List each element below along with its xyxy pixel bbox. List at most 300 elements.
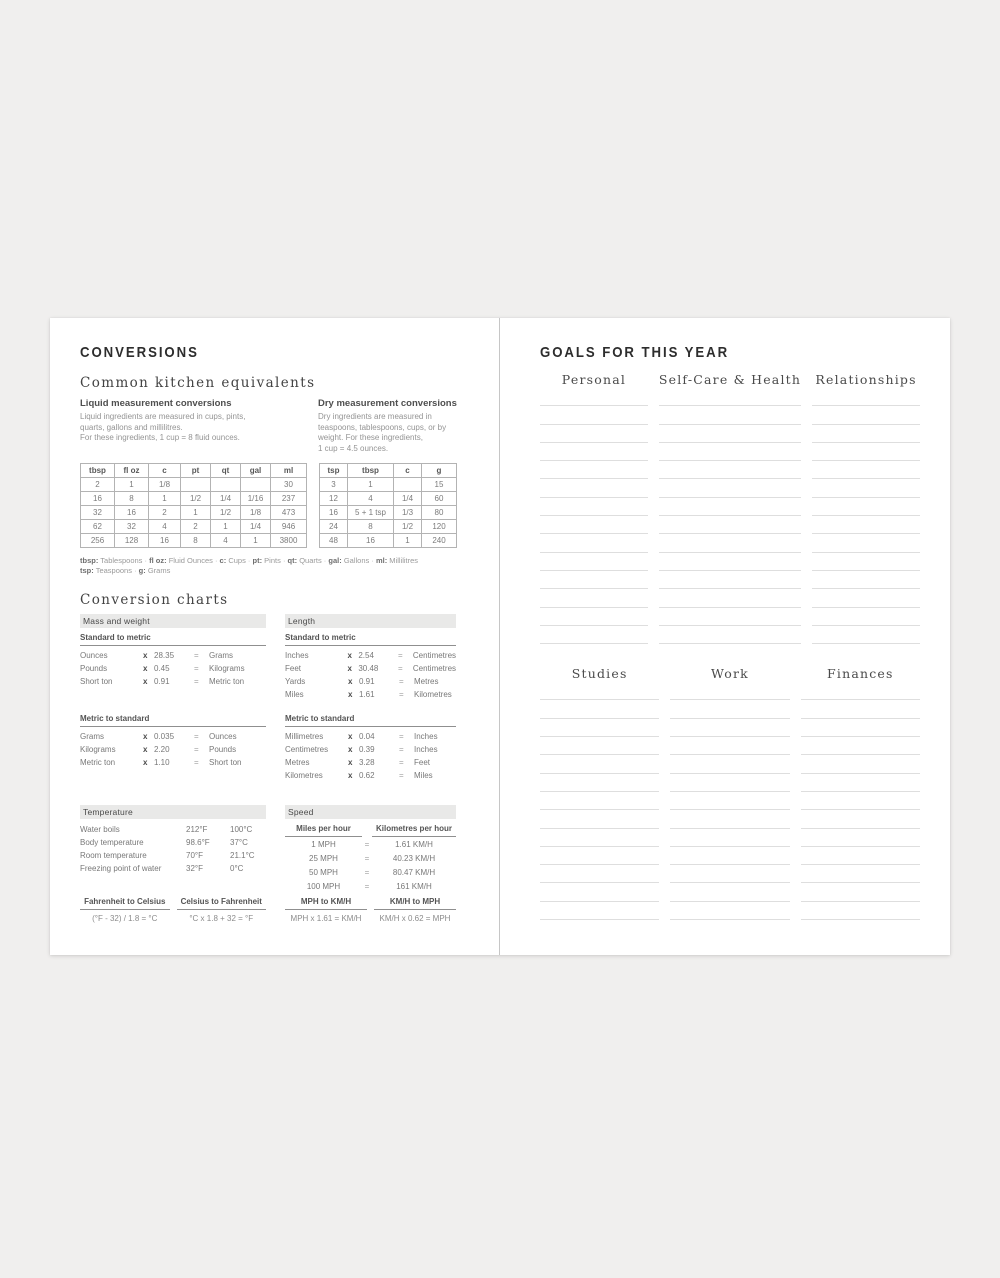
- table-header-row: [320, 464, 457, 478]
- conversion-result: Ounces: [209, 732, 237, 741]
- table-cell: 3: [320, 478, 348, 492]
- equals-sign: =: [194, 651, 199, 660]
- mass-weight-std-section: [80, 614, 266, 709]
- conversion-label: Centimetres: [285, 745, 329, 754]
- column-header: tbsp: [81, 464, 115, 478]
- ruled-line: [812, 479, 920, 497]
- table-cell: 1: [241, 534, 271, 548]
- table-row: [81, 492, 307, 506]
- conversions-page: [50, 318, 500, 955]
- ruled-line: [540, 774, 659, 792]
- ruled-line: [540, 534, 648, 552]
- ruled-line: [540, 902, 659, 920]
- description-line: 1 cup = 4.5 ounces.: [318, 443, 389, 453]
- table-cell: 3800: [271, 534, 307, 548]
- ruled-line: [812, 443, 920, 461]
- goal-section: [540, 666, 920, 920]
- ruled-line: [540, 608, 648, 626]
- conversion-factor: 2.54: [358, 651, 374, 660]
- equals-sign: =: [364, 868, 370, 877]
- length-std-section: [285, 614, 456, 709]
- goal-column-work: [670, 666, 789, 920]
- conversion-result: Pounds: [209, 745, 237, 754]
- equals-sign: =: [194, 732, 199, 741]
- table-cell: 16: [348, 534, 394, 548]
- equals-sign: =: [399, 732, 404, 741]
- speed-row: [285, 852, 456, 865]
- formula-text: KM/H x 0.62 = MPH: [379, 914, 451, 923]
- table-cell: 60: [422, 492, 457, 506]
- goals-title: GOALS FOR THIS YEAR: [540, 344, 730, 361]
- conversion-row: [80, 730, 266, 743]
- footnote-line: [80, 556, 500, 566]
- table-row: [320, 506, 457, 520]
- ruled-line: [540, 461, 648, 479]
- ruled-line: [801, 755, 920, 773]
- table-cell: 1/4: [394, 492, 422, 506]
- table-cell: 48: [320, 534, 348, 548]
- column-header: tbsp: [348, 464, 394, 478]
- table-cell: 1/4: [211, 492, 241, 506]
- ruled-line: [670, 682, 789, 700]
- ruled-line: [540, 388, 648, 406]
- ruled-line: [540, 682, 659, 700]
- section-bar: Temperature: [80, 805, 266, 819]
- conversion-label: Ounces: [80, 651, 108, 660]
- multiply-sign: x: [348, 745, 353, 754]
- formula-card: [374, 897, 456, 923]
- mph-value: 25 MPH: [309, 854, 338, 863]
- conversion-factor: 0.04: [359, 732, 375, 741]
- conversion-result: Short ton: [209, 758, 242, 767]
- ruled-line: [801, 829, 920, 847]
- description-line: weight. For these ingredients,: [318, 433, 423, 442]
- ruled-line: [670, 883, 789, 901]
- ruled-line: [659, 461, 801, 479]
- ruled-line: [540, 883, 659, 901]
- column-header: tsp: [320, 464, 348, 478]
- formula-text: (°F - 32) / 1.8 = °C: [92, 914, 158, 923]
- conversions-title: CONVERSIONS: [80, 344, 199, 361]
- conversion-label: Yards: [285, 677, 306, 686]
- fahrenheit-value: 212°F: [186, 825, 208, 834]
- conversion-row: [285, 730, 456, 743]
- table-cell: 1: [181, 506, 211, 520]
- mph-value: 1 MPH: [311, 840, 336, 849]
- footnote-item: · c: Cups: [213, 556, 246, 565]
- conversion-label: Grams: [80, 732, 104, 741]
- ruled-line: [659, 534, 801, 552]
- table-cell: 1/2: [394, 520, 422, 534]
- goal-column-heading: Relationships: [815, 372, 917, 387]
- conversion-row: [285, 675, 456, 688]
- ruled-line: [659, 553, 801, 571]
- subsection-heading: Standard to metric: [80, 628, 266, 646]
- table-cell: 473: [271, 506, 307, 520]
- conversion-factor: 0.91: [154, 677, 170, 686]
- ruled-line: [540, 792, 659, 810]
- table-cell: 30: [271, 478, 307, 492]
- table-cell: 2: [181, 520, 211, 534]
- ruled-line: [659, 608, 801, 626]
- ruled-line: [812, 553, 920, 571]
- table-row: [81, 520, 307, 534]
- table-cell: 12: [320, 492, 348, 506]
- temperature-row: [80, 823, 266, 836]
- mph-column-header: Miles per hour: [285, 821, 362, 837]
- footnote-item: · fl oz: Fluid Ounces: [142, 556, 212, 565]
- footnote-item: · pt: Pints: [246, 556, 281, 565]
- table-cell: 1: [348, 478, 394, 492]
- ruled-line: [659, 516, 801, 534]
- equals-sign: =: [399, 690, 404, 699]
- conversion-charts-grid: [80, 614, 500, 923]
- goal-column-heading: Studies: [571, 666, 628, 682]
- table-cell: 62: [81, 520, 115, 534]
- speed-row: [285, 838, 456, 851]
- table-cell: 8: [181, 534, 211, 548]
- temperature-section: [80, 805, 266, 897]
- subsection-heading: Standard to metric: [285, 628, 456, 646]
- ruled-line: [540, 589, 648, 607]
- conversion-result: Centimetres: [412, 651, 457, 660]
- ruled-line: [540, 829, 659, 847]
- ruled-line: [659, 406, 801, 424]
- kmh-value: 40.23 KM/H: [392, 854, 436, 863]
- goal-column-relationships: [812, 372, 920, 644]
- ruled-line: [670, 737, 789, 755]
- table-cell: 128: [115, 534, 149, 548]
- multiply-sign: x: [143, 651, 148, 660]
- table-cell: 1/8: [149, 478, 181, 492]
- ruled-line: [670, 792, 789, 810]
- multiply-sign: x: [348, 771, 353, 780]
- equals-sign: =: [194, 664, 199, 673]
- multiply-sign: x: [143, 664, 148, 673]
- ruled-line: [540, 498, 648, 516]
- conversion-row: [285, 756, 456, 769]
- mass-weight-metric-section: [80, 709, 266, 805]
- ruled-line: [812, 534, 920, 552]
- speed-table-header: [285, 821, 456, 837]
- ruled-line: [670, 755, 789, 773]
- kitchen-equivalents-heading: Common kitchen equivalents: [80, 375, 316, 391]
- conversion-factor: 1.61: [359, 690, 375, 699]
- ruled-line: [801, 902, 920, 920]
- section-bar: Length: [285, 614, 456, 628]
- ruled-line: [801, 700, 920, 718]
- column-header: qt: [211, 464, 241, 478]
- conversion-factor: 2.20: [154, 745, 170, 754]
- ruled-line: [812, 425, 920, 443]
- ruled-line: [540, 479, 648, 497]
- kitchen-tables-row: [80, 463, 500, 548]
- ruled-line: [540, 700, 659, 718]
- equals-sign: =: [194, 677, 199, 686]
- multiply-sign: x: [143, 745, 148, 754]
- description-line: Dry ingredients are measured in: [318, 412, 432, 421]
- table-cell: 16: [320, 506, 348, 520]
- table-cell: 8: [115, 492, 149, 506]
- ruled-line: [801, 774, 920, 792]
- table-cell: 256: [81, 534, 115, 548]
- column-header: c: [149, 464, 181, 478]
- ruled-line: [540, 425, 648, 443]
- ruled-line: [670, 829, 789, 847]
- ruled-line: [812, 626, 920, 644]
- ruled-line: [812, 498, 920, 516]
- ruled-line: [540, 810, 659, 828]
- equals-sign: =: [364, 882, 370, 891]
- multiply-sign: x: [348, 677, 353, 686]
- table-cell: 4: [211, 534, 241, 548]
- conversion-result: Feet: [414, 758, 431, 767]
- multiply-sign: x: [347, 664, 352, 673]
- dry-intro: [318, 398, 468, 454]
- table-row: [320, 534, 457, 548]
- description-line: For these ingredients, 1 cup = 8 fluid ounces.: [80, 433, 240, 442]
- ruled-line: [659, 571, 801, 589]
- ruled-line: [540, 865, 659, 883]
- column-header: g: [422, 464, 457, 478]
- ruled-line: [670, 719, 789, 737]
- ruled-line: [659, 589, 801, 607]
- table-cell: 946: [271, 520, 307, 534]
- conversion-result: Inches: [414, 745, 438, 754]
- conversion-result: Metric ton: [209, 677, 245, 686]
- ruled-line: [812, 608, 920, 626]
- ruled-line: [659, 498, 801, 516]
- ruled-line: [659, 626, 801, 644]
- footnote-item: · gal: Gallons: [322, 556, 370, 565]
- table-cell: 5 + 1 tsp: [348, 506, 394, 520]
- mph-value: 50 MPH: [309, 868, 338, 877]
- multiply-sign: x: [348, 690, 353, 699]
- conversion-row: [80, 743, 266, 756]
- ruled-line: [801, 865, 920, 883]
- equals-sign: =: [398, 664, 403, 673]
- table-cell: 1: [115, 478, 149, 492]
- table-cell: 2: [81, 478, 115, 492]
- table-cell: 8: [348, 520, 394, 534]
- column-gap: [362, 821, 372, 837]
- conversion-result: Metres: [414, 677, 439, 686]
- conversion-factor: 30.48: [358, 664, 379, 673]
- celsius-value: 100°C: [230, 825, 253, 834]
- conversion-charts-heading: Conversion charts: [80, 592, 229, 608]
- equals-sign: =: [399, 771, 404, 780]
- conversion-label: Metric ton: [80, 758, 116, 767]
- subsection-heading: Metric to standard: [285, 709, 456, 727]
- conversion-label: Feet: [285, 664, 302, 673]
- table-cell: 1: [394, 534, 422, 548]
- conversion-result: Kilograms: [209, 664, 245, 673]
- table-cell: 80: [422, 506, 457, 520]
- column-header: ml: [271, 464, 307, 478]
- ruled-line: [801, 847, 920, 865]
- ruled-line: [812, 589, 920, 607]
- ruled-line: [812, 388, 920, 406]
- description-line: quarts, gallons and millilitres.: [80, 422, 183, 432]
- multiply-sign: x: [143, 732, 148, 741]
- formula-text: MPH x 1.61 = KM/H: [290, 914, 362, 923]
- table-row: [81, 534, 307, 548]
- dry-conversions-heading: Dry measurement conversions: [318, 398, 457, 409]
- footnote-item: · ml: Millilitres: [369, 556, 418, 565]
- footnote-item: · g: Grams: [132, 566, 170, 575]
- equals-sign: =: [399, 758, 404, 767]
- ruled-line: [670, 700, 789, 718]
- table-row: [320, 520, 457, 534]
- conversion-row: [285, 649, 456, 662]
- conversion-result: Grams: [209, 651, 233, 660]
- conversion-result: Miles: [414, 771, 433, 780]
- ruled-line: [670, 774, 789, 792]
- conversion-row: [285, 662, 456, 675]
- ruled-line: [540, 406, 648, 424]
- conversion-row: [80, 662, 266, 675]
- goals-page: [500, 318, 950, 955]
- table-cell: 1: [149, 492, 181, 506]
- planner-spread: [50, 318, 950, 955]
- multiply-sign: x: [348, 732, 353, 741]
- table-cell: 16: [149, 534, 181, 548]
- conversion-label: Kilograms: [80, 745, 116, 754]
- goal-section: [540, 372, 920, 644]
- goal-column-heading: Self-Care & Health: [658, 372, 802, 387]
- conversion-factor: 1.10: [154, 758, 170, 767]
- liquid-conversions-heading: Liquid measurement conversions: [80, 398, 232, 409]
- column-header: gal: [241, 464, 271, 478]
- equals-sign: =: [399, 745, 404, 754]
- column-header: c: [394, 464, 422, 478]
- ruled-line: [540, 571, 648, 589]
- ruled-line: [812, 571, 920, 589]
- kmh-value: 1.61 KM/H: [395, 840, 433, 849]
- temperature-label: Body temperature: [80, 838, 144, 847]
- goal-column-heading: Finances: [827, 666, 894, 682]
- conversion-factor: 0.39: [359, 745, 375, 754]
- ruled-line: [659, 425, 801, 443]
- goal-column-personal: [540, 372, 648, 644]
- table-row: [320, 478, 457, 492]
- multiply-sign: x: [143, 758, 148, 767]
- multiply-sign: x: [348, 758, 353, 767]
- ruled-line: [659, 443, 801, 461]
- table-cell: [241, 478, 271, 492]
- abbreviation-footnotes: [80, 556, 500, 576]
- conversion-factor: 0.62: [359, 771, 375, 780]
- table-cell: 4: [348, 492, 394, 506]
- ruled-line: [540, 737, 659, 755]
- goal-column-heading: Work: [711, 666, 749, 682]
- equals-sign: =: [398, 651, 403, 660]
- ruled-line: [540, 719, 659, 737]
- table-cell: 1/16: [241, 492, 271, 506]
- dry-conversions-description: [318, 412, 468, 454]
- table-row: [81, 506, 307, 520]
- table-cell: 1/8: [241, 506, 271, 520]
- conversion-factor: 3.28: [359, 758, 375, 767]
- ruled-line: [801, 792, 920, 810]
- fahrenheit-value: 70°F: [186, 851, 203, 860]
- formula-card: [285, 897, 367, 923]
- conversion-factor: 0.035: [154, 732, 175, 741]
- ruled-line: [812, 461, 920, 479]
- table-cell: 120: [422, 520, 457, 534]
- ruled-line: [801, 682, 920, 700]
- conversion-label: Millimetres: [285, 732, 324, 741]
- column-header: pt: [181, 464, 211, 478]
- ruled-line: [812, 516, 920, 534]
- conversion-result: Inches: [414, 732, 438, 741]
- kmh-value: 80.47 KM/H: [392, 868, 436, 877]
- equals-sign: =: [364, 840, 370, 849]
- temperature-row: [80, 836, 266, 849]
- conversion-label: Short ton: [80, 677, 113, 686]
- speed-section: [285, 805, 456, 897]
- ruled-line: [540, 553, 648, 571]
- ruled-line: [540, 516, 648, 534]
- column-header: fl oz: [115, 464, 149, 478]
- table-header-row: [81, 464, 307, 478]
- table-cell: 1/3: [394, 506, 422, 520]
- equals-sign: =: [399, 677, 404, 686]
- formula-title: KM/H to MPH: [374, 897, 456, 910]
- table-cell: [211, 478, 241, 492]
- ruled-line: [670, 865, 789, 883]
- table-cell: 16: [81, 492, 115, 506]
- fahrenheit-value: 32°F: [186, 864, 203, 873]
- conversion-factor: 0.45: [154, 664, 170, 673]
- formula-card: [80, 897, 170, 923]
- conversion-row: [285, 769, 456, 782]
- table-cell: 2: [149, 506, 181, 520]
- conversion-label: Kilometres: [285, 771, 323, 780]
- footnote-item: · qt: Quarts: [281, 556, 322, 565]
- temperature-row: [80, 862, 266, 875]
- description-line: Liquid ingredients are measured in cups, pints,: [80, 412, 246, 421]
- ruled-line: [801, 719, 920, 737]
- goal-column-heading: Personal: [561, 372, 627, 387]
- table-cell: [394, 478, 422, 492]
- conversion-row: [80, 649, 266, 662]
- celsius-value: 0°C: [230, 864, 244, 873]
- section-bar: Speed: [285, 805, 456, 819]
- ruled-line: [659, 479, 801, 497]
- ruled-line: [670, 810, 789, 828]
- equals-sign: =: [194, 745, 199, 754]
- length-metric-section: [285, 709, 456, 805]
- ruled-line: [812, 406, 920, 424]
- conversion-factor: 28.35: [154, 651, 175, 660]
- fahrenheit-value: 98.6°F: [186, 838, 210, 847]
- measurement-intro-row: [80, 398, 500, 454]
- table-cell: 15: [422, 478, 457, 492]
- temperature-label: Freezing point of water: [80, 864, 162, 873]
- conversion-row: [80, 756, 266, 769]
- temperature-label: Water boils: [80, 825, 120, 834]
- table-row: [320, 492, 457, 506]
- conversion-label: Miles: [285, 690, 304, 699]
- mph-value: 100 MPH: [306, 882, 341, 891]
- footnote-item: tsp: Teaspoons: [80, 566, 132, 575]
- liquid-measurement-table: [80, 463, 307, 548]
- section-bar: Mass and weight: [80, 614, 266, 628]
- temperature-label: Room temperature: [80, 851, 147, 860]
- footnote-item: tbsp: Tablespoons: [80, 556, 143, 565]
- table-cell: 1/2: [211, 506, 241, 520]
